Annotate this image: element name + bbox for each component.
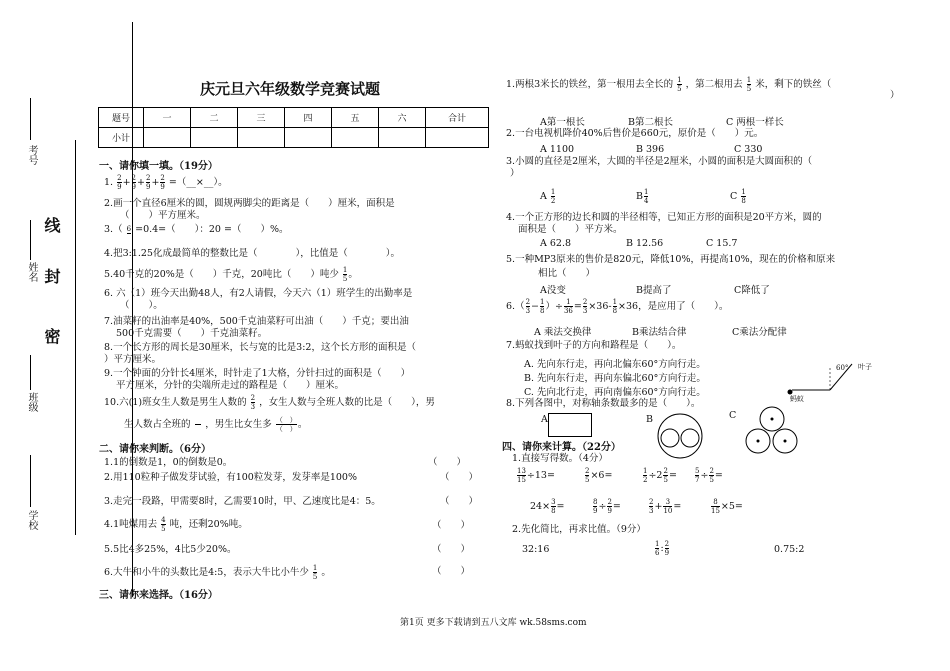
fill-q7b: 500千克需要（ ）千克油菜籽。 [116, 328, 268, 339]
circles-shape-c [742, 405, 802, 460]
calc-row2-b: $\frac{8}{9}$ ÷ $\frac{2}{9}$ = [593, 498, 621, 515]
fraction: $\frac{1}{5}$ [746, 76, 752, 93]
fraction: $\frac{2}{9}$ [145, 174, 151, 191]
fill-q8a: 8.一个长方形的周长是30厘米，长与宽的比是3:2，这个长方形的面积是（ [104, 342, 416, 353]
fraction-blank[interactable] [195, 416, 202, 433]
calc-row1-b: $\frac{2}{5}$ ×6= [585, 467, 613, 484]
section-judge-heading: 二、请你来判断。（6分） [99, 444, 211, 455]
fill-q3 [104, 224, 288, 236]
leaf-label: 叶子 [858, 363, 872, 371]
fill-q1: 1. $\frac{2}{9}$ + $\frac{2}{9}$ + $\frac{2}{9}$ + $\frac{2}{9}$ =（__×__）。 [104, 174, 228, 191]
score-cell: 五 [332, 108, 379, 128]
fraction: $\frac{2}{5}$ [709, 467, 714, 484]
choice-q1-option-c[interactable]: C 两根一样长 [726, 117, 784, 128]
score-cell: 六 [379, 108, 426, 128]
fill-q2b: （ ）平方厘米。 [120, 210, 206, 221]
choice-q5a: 5.一种MP3原来的售价是820元，降低10%，再提高10%，现在的价格和原来 [506, 254, 836, 265]
choice-q1-option-b[interactable]: B第二根长 [628, 117, 673, 128]
q-text: 3.（ [104, 224, 123, 235]
fill-q2a: 2.画一个直径6厘米的圆，圆规两脚尖的距离是（ ）厘米，面积是 [104, 198, 395, 209]
fill-q8b: ）平方厘米。 [104, 354, 162, 365]
fraction: $\frac{2}{3}$ [525, 298, 531, 315]
choice-q8: 8.下列各图中，对称轴条数最多的是（ ）。 [506, 398, 701, 409]
choice-q3-option-b[interactable]: B $\frac{1}{4}$ [636, 188, 649, 205]
q-text: 4.1吨煤用去 [104, 519, 158, 530]
score-cell: 小计 [99, 128, 144, 148]
exam-no-label: 考号 [26, 145, 37, 165]
class-underline [30, 355, 31, 390]
choice-q1 [506, 76, 831, 93]
rectangle-shape [548, 413, 592, 437]
judge-paren[interactable]: （ ） [432, 566, 471, 577]
q-text: 生人数占全班的 [124, 419, 191, 430]
section-choice-heading: 三、请你来选择。（16分） [99, 590, 218, 601]
choice-q7-option-b[interactable]: B. 先向东行走，再向东偏北60°方向行走。 [524, 373, 706, 384]
school-underline [30, 455, 31, 507]
choice-q1-option-a[interactable]: A第一根长 [540, 117, 585, 128]
fraction: $\frac{2}{3}$ [582, 298, 588, 315]
choice-q8-option-c[interactable]: C [729, 410, 737, 421]
choice-q6-option-c[interactable]: C乘法分配律 [732, 327, 787, 338]
judge-paren[interactable]: （ ） [440, 496, 479, 507]
q-text: 吨，还剩20%吨。 [169, 519, 248, 530]
choice-q2-option-a[interactable]: A 1100 [540, 144, 575, 155]
judge-paren[interactable]: （ ） [432, 544, 471, 555]
fraction: $\frac{1}{5}$ [342, 266, 348, 283]
school-label: 学校 [26, 510, 37, 530]
choice-q5-option-a[interactable]: A没变 [540, 285, 566, 296]
choice-q3-close: ） [510, 168, 520, 179]
choice-q5-option-c[interactable]: C降低了 [734, 285, 770, 296]
q-text: ，女生人数与全班人数的比是（ ），男 [259, 397, 435, 408]
choice-q3-option-a[interactable]: A $\frac{1}{2}$ [540, 188, 556, 205]
fraction: $\frac{1}{2}$ [550, 188, 556, 205]
section-fill-heading: 一、请你填一填。（19分） [99, 161, 218, 172]
fraction: $\frac{1}{36}$ [563, 298, 573, 315]
score-input[interactable] [285, 128, 332, 148]
choice-q2-option-b[interactable]: B 396 [636, 144, 665, 155]
calc-row1-d: $\frac{5}{7}$ ÷ $\frac{2}{5}$ = [695, 467, 723, 484]
fill-q9b: 平方厘米，分针的尖端所走过的路程是（ ）厘米。 [116, 380, 345, 391]
choice-q4a: 4.一个正方形的边长和圆的半径相等，已知正方形的面积是20平方米，圆的 [506, 212, 822, 223]
choice-q2-option-c[interactable]: C 330 [734, 144, 763, 155]
choice-q6: 6.（ $\frac{2}{3}$ − $\frac{1}{8}$ ）÷ $\frac{1}{36}$ = $\frac{2}{3}$ ×36- $\frac{1}{8}$ ×36，是应用了（ ）。 [506, 298, 729, 315]
fraction: 6 [126, 225, 132, 233]
judge-q5: 5.5比4多25%，4比5少20%。 [104, 544, 237, 555]
fill-q6: 6. 六（1）班今天出勤48人，有2人请假，今天六（1）班学生的出勤率是 [104, 288, 413, 299]
fraction: $\frac{4}{5}$ [161, 516, 166, 533]
q-text: 5.40千克的20%是（ ）千克，20吨比（ ）吨少 [104, 269, 339, 280]
exam-no-underline [30, 98, 31, 140]
calc-expr-1: 32:16 [522, 544, 550, 555]
page-footer: 第1页 更多下载请到五八文库 wk.58sms.com [400, 618, 587, 628]
score-cell: 题号 [99, 108, 144, 128]
name-label: 姓名 [26, 262, 37, 282]
choice-q1-close: ） [890, 90, 900, 101]
fraction: $\frac{1}{5}$ [677, 76, 682, 93]
q-text: 。 [321, 567, 331, 578]
fraction: $\frac{5}{7}$ [695, 467, 700, 484]
score-table [98, 107, 489, 148]
section-calc-heading: 四、请你来计算。（22分） [502, 442, 621, 453]
score-cell: 三 [238, 108, 285, 128]
score-table-subtotal-row [99, 128, 489, 148]
fraction: $\frac{13}{15}$ [517, 467, 526, 484]
q-text: =0.4=（ ）：20 =（ ）%。 [135, 224, 289, 235]
seal-sealed-char: 密 [42, 328, 61, 344]
ant-label: 蚂蚁 [790, 395, 804, 403]
q-text: =（__×__）。 [168, 177, 228, 188]
calc-row1: $\frac{13}{15}$ ÷13= [517, 467, 555, 484]
fraction: $\frac{2}{9}$ [131, 174, 137, 191]
score-input[interactable] [426, 128, 489, 148]
choice-q5b: 相比（ ） [538, 268, 596, 279]
choice-q7-option-c[interactable]: C. 先向北行走，再向南偏东60°方向行走。 [524, 387, 706, 398]
angle-label: 60° [836, 364, 849, 372]
score-input[interactable] [332, 128, 379, 148]
judge-paren[interactable]: （ ） [440, 472, 479, 483]
calc-q2: 2.先化简比，再求比值。（9分） [512, 524, 646, 535]
fraction: $\frac{3}{10}$ [663, 498, 673, 515]
fraction: $\frac{1}{8}$ [540, 298, 545, 315]
score-table-header-row [99, 108, 489, 128]
q-text: 1. [104, 177, 114, 188]
calc-expr-2: $\frac{1}{6}$ : $\frac{2}{9}$ [655, 540, 670, 557]
calc-row2-d: $\frac{8}{15}$ ×5= [711, 498, 743, 515]
fill-q10 [104, 394, 435, 411]
calc-q1: 1.直接写得数。（4分） [512, 453, 608, 464]
score-cell: 合计 [426, 108, 489, 128]
binding-line-left [75, 140, 76, 535]
choice-q7: 7.蚂蚁找到叶子的方向和路程是（ ）。 [506, 340, 682, 351]
judge-q4 [104, 516, 248, 533]
fraction: $\frac{2}{9}$ [117, 174, 122, 191]
name-underline [30, 220, 31, 260]
choice-q8-option-a[interactable]: A [541, 414, 548, 425]
class-label: 班级 [26, 392, 37, 412]
fraction: $\frac{1}{5}$ [312, 564, 318, 581]
fraction-blank[interactable]: $\frac{( )}{( )}$ [275, 416, 297, 433]
choice-q4-option-b[interactable]: B 12.56 [626, 238, 664, 249]
judge-paren[interactable]: （ ） [428, 457, 467, 468]
score-input[interactable] [191, 128, 238, 148]
fill-q10-line2: 生人数占全班的 ，男生比女生多 $\frac{( )}{( )}$ 。 [124, 416, 308, 433]
choice-q3: 3.小圆的直径是2厘米，大圆的半径是2厘米，小圆的面积是大圆面积的（ [506, 156, 813, 167]
page-title: 庆元旦六年级数学竞赛试题 [200, 80, 381, 98]
choice-q4b: 面积是（ ）平方米。 [518, 224, 623, 235]
seal-line-char: 线 [42, 217, 61, 233]
circles-shape-b [658, 414, 708, 464]
judge-q3: 3.走完一段路，甲需要8时，乙需要10时，甲、乙速度比是4：5。 [104, 496, 381, 507]
fraction: $\frac{1}{2}$ [643, 467, 648, 484]
score-input[interactable] [238, 128, 285, 148]
fill-q5: 5.40千克的20%是（ ）千克，20吨比（ ）吨少 $\frac{1}{5}$ 。 [104, 266, 358, 283]
score-input[interactable] [144, 128, 191, 148]
score-cell: 一 [144, 108, 191, 128]
fraction: $\frac{2}{5}$ [585, 467, 590, 484]
choice-q5-option-b[interactable]: B提高了 [636, 285, 672, 296]
score-cell: 二 [191, 108, 238, 128]
fraction: $\frac{1}{8}$ [741, 188, 746, 205]
calc-row1-c: $\frac{1}{2}$ ÷2 $\frac{2}{5}$ = [643, 467, 677, 484]
q-text: 1.两根3米长的铁丝，第一根用去全长的 [506, 79, 674, 90]
choice-q8-option-b[interactable]: B [646, 414, 653, 425]
choice-q4-option-a[interactable]: A 62.8 [540, 238, 572, 249]
q-text: 10.六(1)班女生人数是男生人数的 [104, 397, 247, 408]
q-text: ，男生比女生多 [205, 419, 272, 430]
judge-paren[interactable]: （ ） [432, 520, 471, 531]
fraction: $\frac{2}{3}$ [649, 498, 654, 515]
fraction: $\frac{2}{9}$ [664, 540, 670, 557]
choice-q2: 2.一台电视机降价40%后售价是660元，原价是（ ）元。 [506, 128, 764, 139]
calc-expr-3: 0.75:2 [774, 544, 805, 555]
choice-q4-option-c[interactable]: C 15.7 [706, 238, 738, 249]
fraction: $\frac{8}{15}$ [711, 498, 720, 515]
choice-q6-option-b[interactable]: B乘法结合律 [632, 327, 687, 338]
fraction: $\frac{2}{5}$ [663, 467, 668, 484]
fill-q9a: 9.一个钟面的分针长4厘米，时针走了1大格，分针扫过的面积是（ ） [104, 368, 411, 379]
choice-q6-option-a[interactable]: A 乘法交换律 [534, 327, 592, 338]
fraction: $\frac{3}{8}$ [551, 498, 556, 515]
q-text: ，第二根用去 [685, 79, 743, 90]
fraction: $\frac{1}{4}$ [643, 188, 649, 205]
judge-q1: 1.1的倒数是1，0的倒数是0。 [104, 457, 233, 468]
choice-q3-option-c[interactable]: C $\frac{1}{8}$ [730, 188, 746, 205]
fraction: $\frac{8}{9}$ [593, 498, 598, 515]
calc-row2-c: $\frac{2}{3}$ + $\frac{3}{10}$ = [649, 498, 682, 515]
score-cell: 四 [285, 108, 332, 128]
fill-q6b: （ ）。 [120, 300, 163, 311]
choice-q7-option-a[interactable]: A. 先向东行走，再向北偏东60°方向行走。 [524, 359, 706, 370]
judge-q6 [104, 564, 331, 581]
q-text: 米，剩下的铁丝（ [755, 79, 832, 90]
judge-q2: 2.用110粒种子做发芽试验，有100粒发芽，发芽率是100% [104, 472, 357, 483]
calc-row2: 24× $\frac{3}{8}$ = [530, 498, 565, 515]
score-input[interactable] [379, 128, 426, 148]
fill-q7a: 7.油菜籽的出油率是40%，500千克油菜籽可出油（ ）千克；要出油 [104, 316, 409, 327]
fraction: $\frac{1}{8}$ [612, 298, 618, 315]
fraction: $\frac{2}{9}$ [607, 498, 612, 515]
fill-q4: 4.把3:1.25化成最简单的整数比是（ ），比值是（ ）。 [104, 248, 400, 259]
fraction: $\frac{2}{3}$ [250, 394, 256, 411]
fraction: $\frac{2}{9}$ [160, 174, 165, 191]
seal-seal-char: 封 [42, 268, 61, 284]
q-text: 6.大牛和小牛的头数比是4:5，表示大牛比小牛少 [104, 567, 309, 578]
fraction: $\frac{1}{6}$ [655, 540, 660, 557]
